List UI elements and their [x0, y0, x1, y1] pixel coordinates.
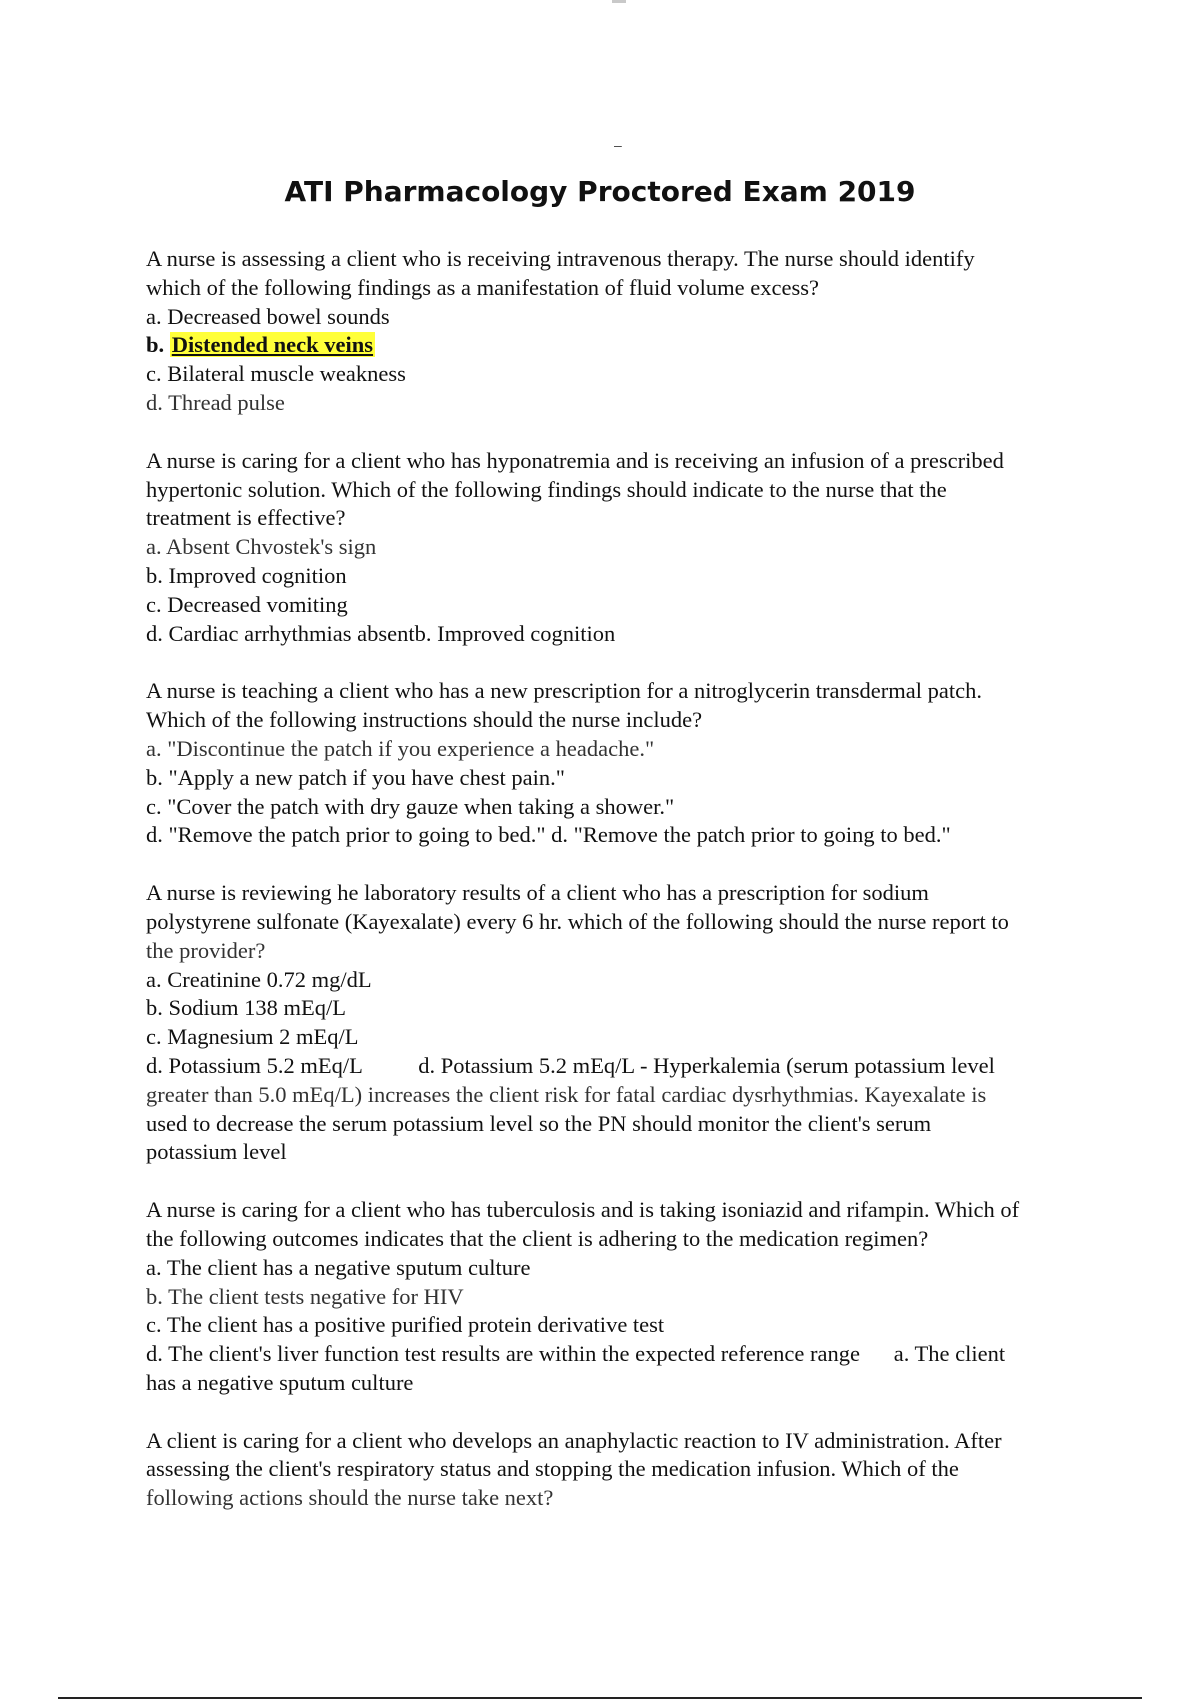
page-top-mark [612, 0, 626, 3]
stem-line: the following outcomes indicates that the client is adhering to the medication regimen? [146, 1225, 929, 1251]
rationale-line: used to decrease the serum potassium level so the PN should monitor the client's serum [146, 1110, 932, 1136]
exam-content [146, 245, 1096, 1542]
document-title: ATI Pharmacology Proctored Exam 2019 [284, 175, 916, 208]
answer-option-d: d. "Remove the patch prior to going to bed." d. "Remove the patch prior to going to bed." [146, 822, 951, 848]
stem-line: A nurse is caring for a client who has tuberculosis and is taking isoniazid and rifampin. Which of [146, 1197, 1020, 1223]
answer-option-c: c. The client has a positive purified protein derivative test [146, 1312, 665, 1338]
answer-option-d: d. The client's liver function test results are within the expected reference range a. The client [146, 1341, 1006, 1367]
answer-option-d: d. Cardiac arrhythmias absentb. Improved cognition [146, 620, 616, 646]
stem-line: which of the following findings as a manifestation of fluid volume excess? [146, 274, 819, 300]
answer-option-a: a. "Discontinue the patch if you experience a headache." [146, 735, 655, 761]
question-3 [146, 677, 1096, 850]
stem-line: Which of the following instructions should the nurse include? [146, 707, 703, 733]
answer-option-d: d. Thread pulse [146, 389, 285, 415]
rationale-line: greater than 5.0 mEq/L) increases the client risk for fatal cardiac dysrhythmias. Kayexalate is [146, 1081, 987, 1107]
highlighted-correct-answer: Distended neck veins [171, 332, 374, 358]
stem-line: A client is caring for a client who develops an anaphylactic reaction to IV administration. After [146, 1427, 1002, 1453]
stem-line: the provider? [146, 937, 266, 963]
question-2 [146, 447, 1096, 649]
option-label: b. [146, 332, 165, 358]
question-stem [146, 1427, 1096, 1513]
question-1 [146, 245, 1096, 418]
stem-line: A nurse is caring for a client who has hyponatremia and is receiving an infusion of a prescribed [146, 447, 1004, 473]
rationale-line: potassium level [146, 1139, 287, 1165]
stem-line: hypertonic solution. Which of the following findings should indicate to the nurse that the [146, 476, 947, 502]
stem-line: A nurse is teaching a client who has a new prescription for a nitroglycerin transdermal patch. [146, 678, 982, 704]
answer-option-c: c. Bilateral muscle weakness [146, 361, 406, 387]
stem-line: treatment is effective? [146, 505, 346, 531]
answer-option-d-continued: has a negative sputum culture [146, 1369, 414, 1395]
answer-option-b: b. Improved cognition [146, 562, 347, 588]
question-5 [146, 1196, 1096, 1398]
answer-option-b [146, 331, 1096, 360]
stem-line: polystyrene sulfonate (Kayexalate) every 6 hr. which of the following should the nurse report to [146, 908, 1009, 934]
answer-option-a: a. Creatinine 0.72 mg/dL [146, 966, 372, 992]
page-bottom-rule [58, 1697, 1142, 1699]
question-stem [146, 447, 1096, 533]
stem-line: assessing the client's respiratory status and stopping the medication infusion. Which of the [146, 1456, 959, 1482]
stem-line: following actions should the nurse take next? [146, 1485, 554, 1511]
question-stem [146, 1196, 1096, 1254]
answer-option-b: b. "Apply a new patch if you have chest pain." [146, 764, 565, 790]
answer-option-c: c. Decreased vomiting [146, 591, 348, 617]
question-stem [146, 245, 1096, 303]
question-4 [146, 879, 1096, 1167]
stem-line: A nurse is assessing a client who is receiving intravenous therapy. The nurse should identify [146, 246, 975, 271]
answer-option-a: a. Decreased bowel sounds [146, 303, 390, 329]
answer-option-d: d. Potassium 5.2 mEq/L d. Potassium 5.2 mEq/L - Hyperkalemia (serum potassium level [146, 1052, 995, 1078]
question-6 [146, 1427, 1096, 1513]
answer-option-b: b. The client tests negative for HIV [146, 1283, 464, 1309]
answer-option-a: a. The client has a negative sputum culture [146, 1254, 531, 1280]
answer-option-a: a. Absent Chvostek's sign [146, 534, 377, 560]
answer-option-c: c. "Cover the patch with dry gauze when taking a shower." [146, 793, 675, 819]
stem-line: A nurse is reviewing he laboratory results of a client who has a prescription for sodium [146, 880, 929, 906]
question-stem [146, 677, 1096, 735]
page-dash-mark: – [614, 137, 622, 153]
answer-option-b: b. Sodium 138 mEq/L [146, 995, 347, 1021]
question-stem [146, 879, 1096, 965]
answer-option-c: c. Magnesium 2 mEq/L [146, 1024, 359, 1050]
